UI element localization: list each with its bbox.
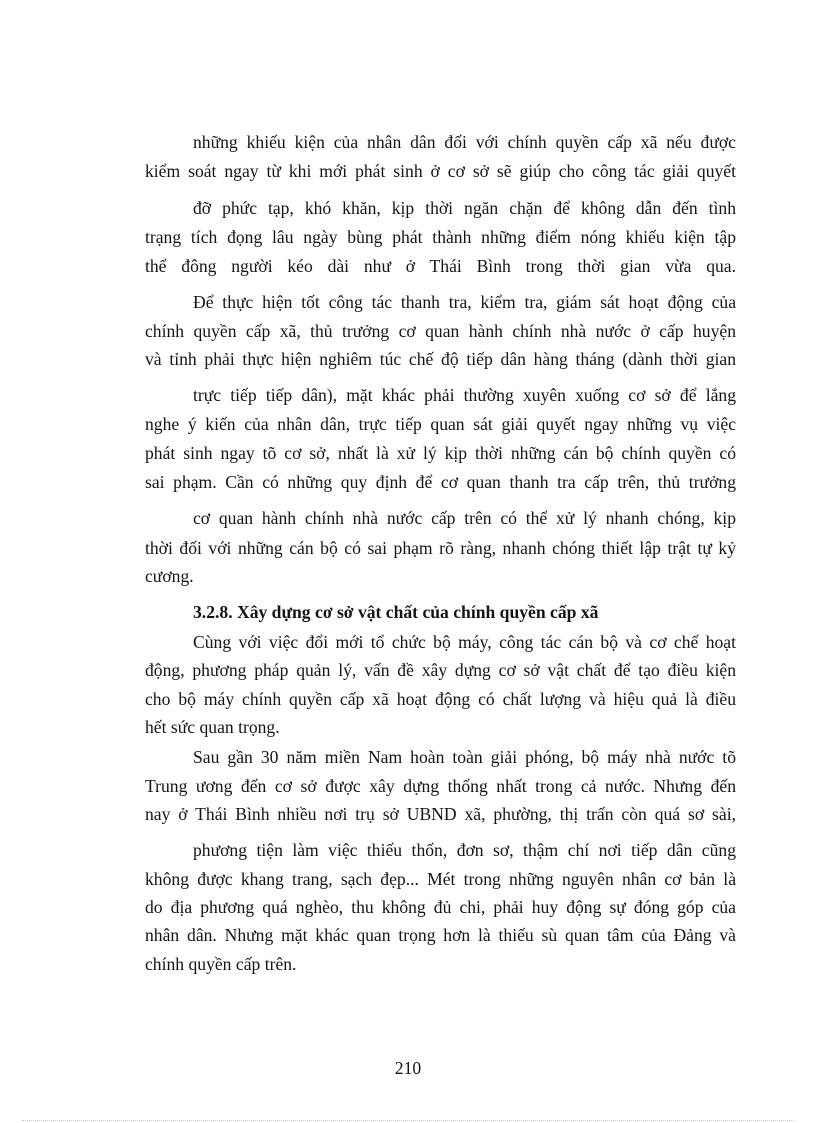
text-line: chính quyền cấp trên. — [145, 954, 297, 974]
page-bottom-divider — [22, 1120, 794, 1121]
page-number: 210 — [394, 1058, 422, 1078]
text-line: cơ quan hành chính nhà nước cấp trên có thể xử lý nhanh chóng, kịp — [193, 508, 736, 528]
text-line: đỡ phức tạp, khó khăn, kịp thời ngăn chặn để không dẫn đến tình — [193, 198, 736, 218]
text-line: phát sinh ngay tõ cơ sở, nhất là xử lý kịp thời những cán bộ chính quyền có — [145, 443, 736, 463]
section-heading: 3.2.8. Xây dựng cơ sở vật chất của chính quyền cấp xã — [193, 602, 599, 622]
text-line: không được khang trang, sạch đẹp... Mét trong những nguyên nhân cơ bản là — [145, 869, 736, 889]
text-line: cho bộ máy chính quyền cấp xã hoạt động có chất lượng và hiệu quả là điều — [145, 689, 736, 709]
text-line: do địa phương quá nghèo, thu không đủ chi, phải huy động sự đóng góp của — [145, 897, 736, 917]
text-line: Để thực hiện tốt công tác thanh tra, kiểm tra, giám sát hoạt động của — [193, 292, 736, 312]
text-line: và tỉnh phải thực hiện nghiêm túc chế độ tiếp dân hàng tháng (dành thời gian — [145, 349, 736, 369]
text-line: trạng tích đọng lâu ngày bùng phát thành những điểm nóng khiếu kiện tập — [145, 227, 736, 247]
text-line: Sau gần 30 năm miền Nam hoàn toàn giải phóng, bộ máy nhà nước tõ — [193, 747, 736, 767]
text-line: Trung ương đến cơ sở được xây dựng thống nhất trong cả nước. Nhưng đến — [145, 776, 736, 796]
text-line: nghe ý kiến của nhân dân, trực tiếp quan sát giải quyết ngay những vụ việc — [145, 414, 736, 434]
text-line: thời đối với những cán bộ có sai phạm rõ ràng, nhanh chóng thiết lập trật tự kỷ — [145, 538, 736, 558]
text-line: sai phạm. Cần có những quy định để cơ quan thanh tra cấp trên, thủ trưởng — [145, 472, 736, 492]
text-line: nay ở Thái Bình nhiều nơi trụ sở UBND xã, phường, thị trấn còn quá sơ sài, — [145, 804, 736, 824]
text-line: thể đông người kéo dài như ở Thái Bình trong thời gian vừa qua. — [145, 256, 736, 276]
text-line: hết sức quan trọng. — [145, 717, 280, 737]
text-line: Cùng với việc đổi mới tổ chức bộ máy, công tác cán bộ và cơ chế hoạt — [193, 632, 736, 652]
text-line: những khiếu kiện của nhân dân đối với chính quyền cấp xã nếu được — [193, 132, 736, 152]
text-line: nhân dân. Nhưng mặt khác quan trọng hơn là thiếu sù quan tâm của Đảng và — [145, 925, 736, 945]
text-line: cương. — [145, 566, 194, 586]
text-line: trực tiếp tiếp dân), mặt khác phải thường xuyên xuống cơ sở để lắng — [193, 385, 736, 405]
text-line: chính quyền cấp xã, thủ trưởng cơ quan hành chính nhà nước ở cấp huyện — [145, 321, 736, 341]
text-line: động, phương pháp quản lý, vấn đề xây dựng cơ sở vật chất để tạo điều kiện — [145, 660, 736, 680]
text-line: kiểm soát ngay từ khi mới phát sinh ở cơ sở sẽ giúp cho công tác giải quyết — [145, 161, 736, 181]
text-line: phương tiện làm việc thiếu thốn, đơn sơ, thậm chí nơi tiếp dân cũng — [193, 840, 736, 860]
